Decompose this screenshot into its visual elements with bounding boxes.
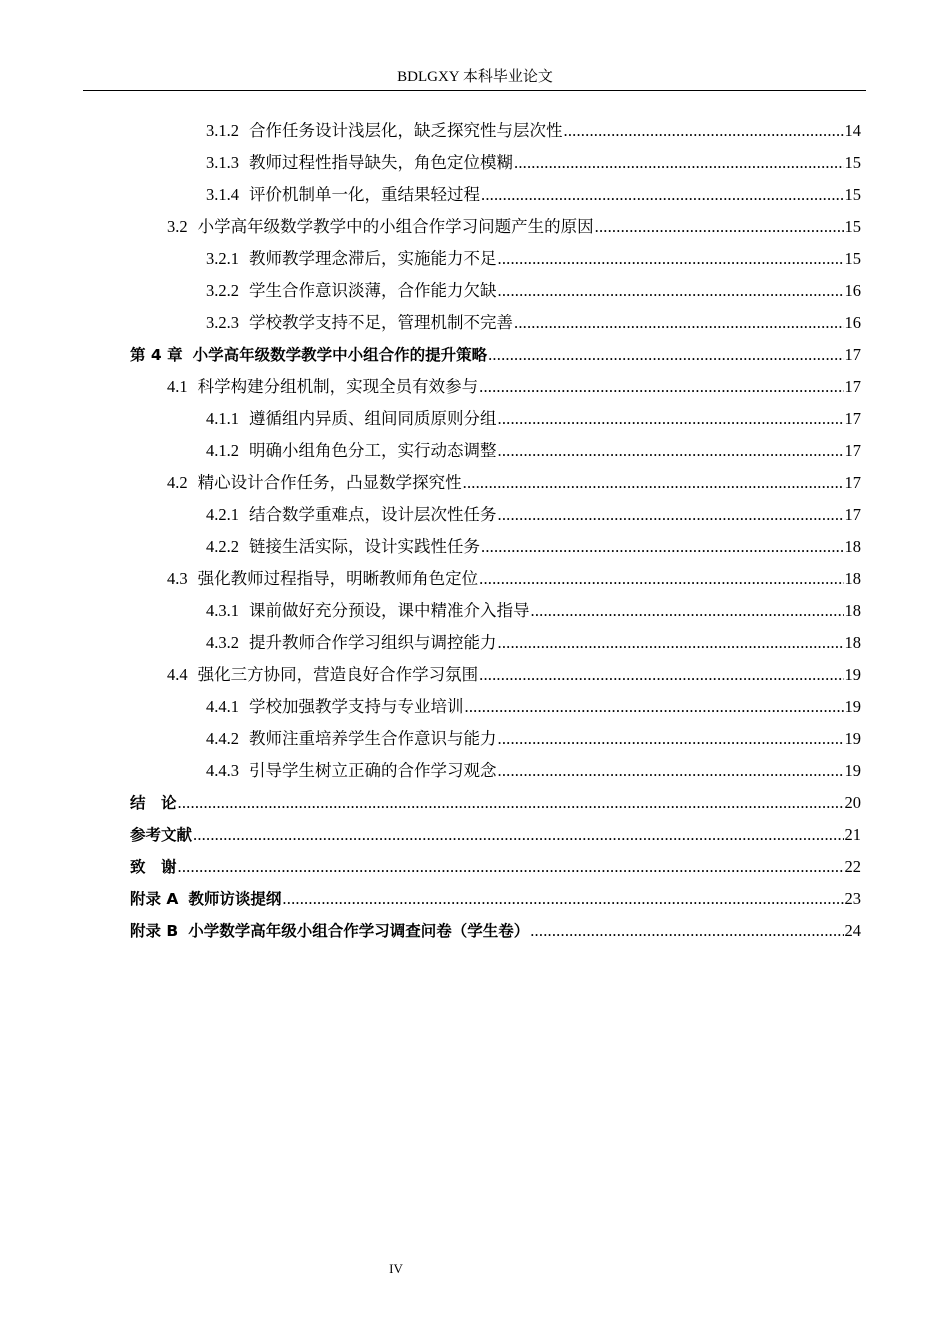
toc-entry-title: 教师教学理念滞后，实施能力不足 <box>249 249 497 268</box>
toc-entry-number: 第 4 章 <box>130 346 183 364</box>
toc-entry-page: 17 <box>844 409 861 428</box>
toc-dot-leader <box>488 339 843 371</box>
toc-entry-number: 3.1.4 <box>206 185 239 204</box>
toc-entry-title: 学校加强教学支持与专业培训 <box>249 697 464 716</box>
page-footer <box>0 1260 792 1278</box>
toc-dot-leader <box>498 723 844 755</box>
toc-entry-title: 教师注重培养学生合作意识与能力 <box>249 729 497 748</box>
toc-dot-leader <box>498 243 844 275</box>
toc-entry-title: 小学高年级数学教学中小组合作的提升策略 <box>192 346 488 364</box>
toc-entry-number: 3.2 <box>167 217 188 236</box>
toc-entry-page: 19 <box>844 697 861 716</box>
toc-entry-number: 3.2.3 <box>206 313 239 332</box>
toc-entry[interactable] <box>130 915 861 947</box>
toc-entry-page: 23 <box>844 889 861 908</box>
toc-dot-leader <box>531 595 844 627</box>
toc-dot-leader <box>498 627 844 659</box>
toc-entry-number: 4.3.2 <box>206 633 239 652</box>
toc-dot-leader <box>479 659 843 691</box>
toc-dot-leader <box>282 883 843 915</box>
toc-entry-number: 4.4.2 <box>206 729 239 748</box>
toc-entry-number: 4.3.1 <box>206 601 239 620</box>
toc-entry-title: 提升教师合作学习组织与调控能力 <box>249 633 497 652</box>
toc-entry[interactable] <box>130 563 861 595</box>
toc-entry[interactable] <box>130 211 861 243</box>
toc-entry-title: 精心设计合作任务，凸显数学探究性 <box>197 473 462 492</box>
toc-dot-leader <box>465 691 844 723</box>
toc-entry-page: 15 <box>844 153 861 172</box>
toc-entry-number: 4.1.1 <box>206 409 239 428</box>
toc-dot-leader <box>595 211 844 243</box>
toc-entry-page: 22 <box>844 857 861 876</box>
toc-entry[interactable] <box>130 243 861 275</box>
toc-entry-title: 学校教学支持不足，管理机制不完善 <box>249 313 513 332</box>
toc-entry[interactable] <box>130 371 861 403</box>
toc-entry[interactable] <box>130 627 861 659</box>
toc-dot-leader <box>178 787 844 819</box>
toc-entry[interactable] <box>130 307 861 339</box>
toc-entry-page: 20 <box>844 793 861 812</box>
toc-dot-leader <box>564 115 844 147</box>
toc-entry[interactable] <box>130 499 861 531</box>
toc-entry-title: 强化三方协同，营造良好合作学习氛围 <box>197 665 479 684</box>
toc-entry[interactable] <box>130 883 861 915</box>
toc-entry[interactable] <box>130 755 861 787</box>
toc-entry-page: 17 <box>844 377 861 396</box>
header-title: BDLGXY 本科毕业论文 <box>397 69 553 85</box>
toc-entry[interactable] <box>130 179 861 211</box>
toc-entry-page: 17 <box>844 505 861 524</box>
toc-dot-leader <box>178 851 844 883</box>
toc-entry-number: 4.4.3 <box>206 761 239 780</box>
toc-entry[interactable] <box>130 467 861 499</box>
toc-dot-leader <box>514 147 844 179</box>
toc-entry[interactable] <box>130 435 861 467</box>
toc-entry-number: 4.3 <box>167 569 188 588</box>
toc-entry-number: 4.2.2 <box>206 537 239 556</box>
toc-entry-page: 14 <box>844 121 861 140</box>
toc-entry-number: 3.2.2 <box>206 281 239 300</box>
toc-entry-page: 19 <box>844 761 861 780</box>
toc-entry-number: 附录 A <box>130 890 179 908</box>
toc-entry-number: 4.2.1 <box>206 505 239 524</box>
toc-dot-leader <box>481 531 844 563</box>
toc-entry-number: 3.1.3 <box>206 153 239 172</box>
toc-entry[interactable] <box>130 531 861 563</box>
toc-entry-title: 合作任务设计浅层化，缺乏探究性与层次性 <box>249 121 563 140</box>
toc-entry-page: 15 <box>844 249 861 268</box>
toc-dot-leader <box>481 179 844 211</box>
toc-entry-page: 18 <box>844 569 861 588</box>
toc-entry[interactable] <box>130 819 861 851</box>
toc-entry[interactable] <box>130 595 861 627</box>
toc-entry-title: 结合数学重难点，设计层次性任务 <box>249 505 497 524</box>
toc-dot-leader <box>498 435 844 467</box>
toc-entry[interactable] <box>130 339 861 371</box>
toc-entry-title: 参考文献 <box>130 826 193 844</box>
toc-dot-leader <box>530 915 843 947</box>
toc-entry-page: 24 <box>844 921 861 940</box>
toc-entry-title: 教师访谈提纲 <box>188 890 282 908</box>
toc-entry-title: 课前做好充分预设，课中精准介入指导 <box>249 601 530 620</box>
toc-entry-page: 17 <box>844 473 861 492</box>
toc-entry[interactable] <box>130 691 861 723</box>
toc-entry-title: 强化教师过程指导，明晰教师角色定位 <box>197 569 479 588</box>
page-header <box>0 67 950 87</box>
toc-dot-leader <box>463 467 844 499</box>
toc-entry-number: 4.4 <box>167 665 188 684</box>
toc-entry-page: 18 <box>844 537 861 556</box>
toc-entry-page: 21 <box>844 825 861 844</box>
toc-entry-number: 4.1.2 <box>206 441 239 460</box>
toc-entry-title: 小学数学高年级小组合作学习调查问卷（学生卷） <box>188 922 530 940</box>
toc-entry-page: 17 <box>844 345 861 364</box>
toc-entry-page: 16 <box>844 281 861 300</box>
toc-entry[interactable] <box>130 275 861 307</box>
toc-entry-page: 16 <box>844 313 861 332</box>
page-number: IV <box>389 1261 403 1276</box>
header-divider <box>83 90 866 91</box>
toc-dot-leader <box>498 755 844 787</box>
toc-entry-page: 17 <box>844 441 861 460</box>
toc-entry[interactable] <box>130 723 861 755</box>
toc-entry-title: 小学高年级数学教学中的小组合作学习问题产生的原因 <box>197 217 594 236</box>
toc-entry-title: 评价机制单一化，重结果轻过程 <box>249 185 480 204</box>
toc-entry[interactable] <box>130 403 861 435</box>
toc-entry[interactable] <box>130 147 861 179</box>
toc-entry-number: 附录 B <box>130 922 179 940</box>
toc-entry-title: 遵循组内异质、组间同质原则分组 <box>249 409 497 428</box>
toc-entry-title: 链接生活实际，设计实践性任务 <box>249 537 480 556</box>
toc-entry-page: 15 <box>844 185 861 204</box>
toc-dot-leader <box>479 563 843 595</box>
toc-entry-number: 4.2 <box>167 473 188 492</box>
toc-entry-page: 19 <box>844 729 861 748</box>
toc-dot-leader <box>498 403 844 435</box>
toc-entry-page: 15 <box>844 217 861 236</box>
toc-dot-leader <box>193 819 843 851</box>
toc-entry-page: 18 <box>844 601 861 620</box>
toc-entry-title: 学生合作意识淡薄，合作能力欠缺 <box>249 281 497 300</box>
toc-entry-title: 教师过程性指导缺失，角色定位模糊 <box>249 153 513 172</box>
toc-entry-number: 4.4.1 <box>206 697 239 716</box>
toc-entry[interactable] <box>130 659 861 691</box>
toc-entry-page: 19 <box>844 665 861 684</box>
toc-entry-title: 致 谢 <box>130 858 177 876</box>
toc-dot-leader <box>498 275 844 307</box>
toc-entry-title: 结 论 <box>130 794 177 812</box>
toc-entry-page: 18 <box>844 633 861 652</box>
toc-entry[interactable] <box>130 787 861 819</box>
toc-entry-number: 3.1.2 <box>206 121 239 140</box>
toc-dot-leader <box>514 307 844 339</box>
toc-entry-number: 3.2.1 <box>206 249 239 268</box>
toc-entry-number: 4.1 <box>167 377 188 396</box>
toc-entry[interactable] <box>130 115 861 147</box>
toc-entry[interactable] <box>130 851 861 883</box>
toc-entry-title: 引导学生树立正确的合作学习观念 <box>249 761 497 780</box>
toc-entry-title: 明确小组角色分工，实行动态调整 <box>249 441 497 460</box>
toc-dot-leader <box>479 371 843 403</box>
toc-entry-title: 科学构建分组机制，实现全员有效参与 <box>197 377 479 396</box>
toc-dot-leader <box>498 499 844 531</box>
table-of-contents <box>130 115 861 947</box>
